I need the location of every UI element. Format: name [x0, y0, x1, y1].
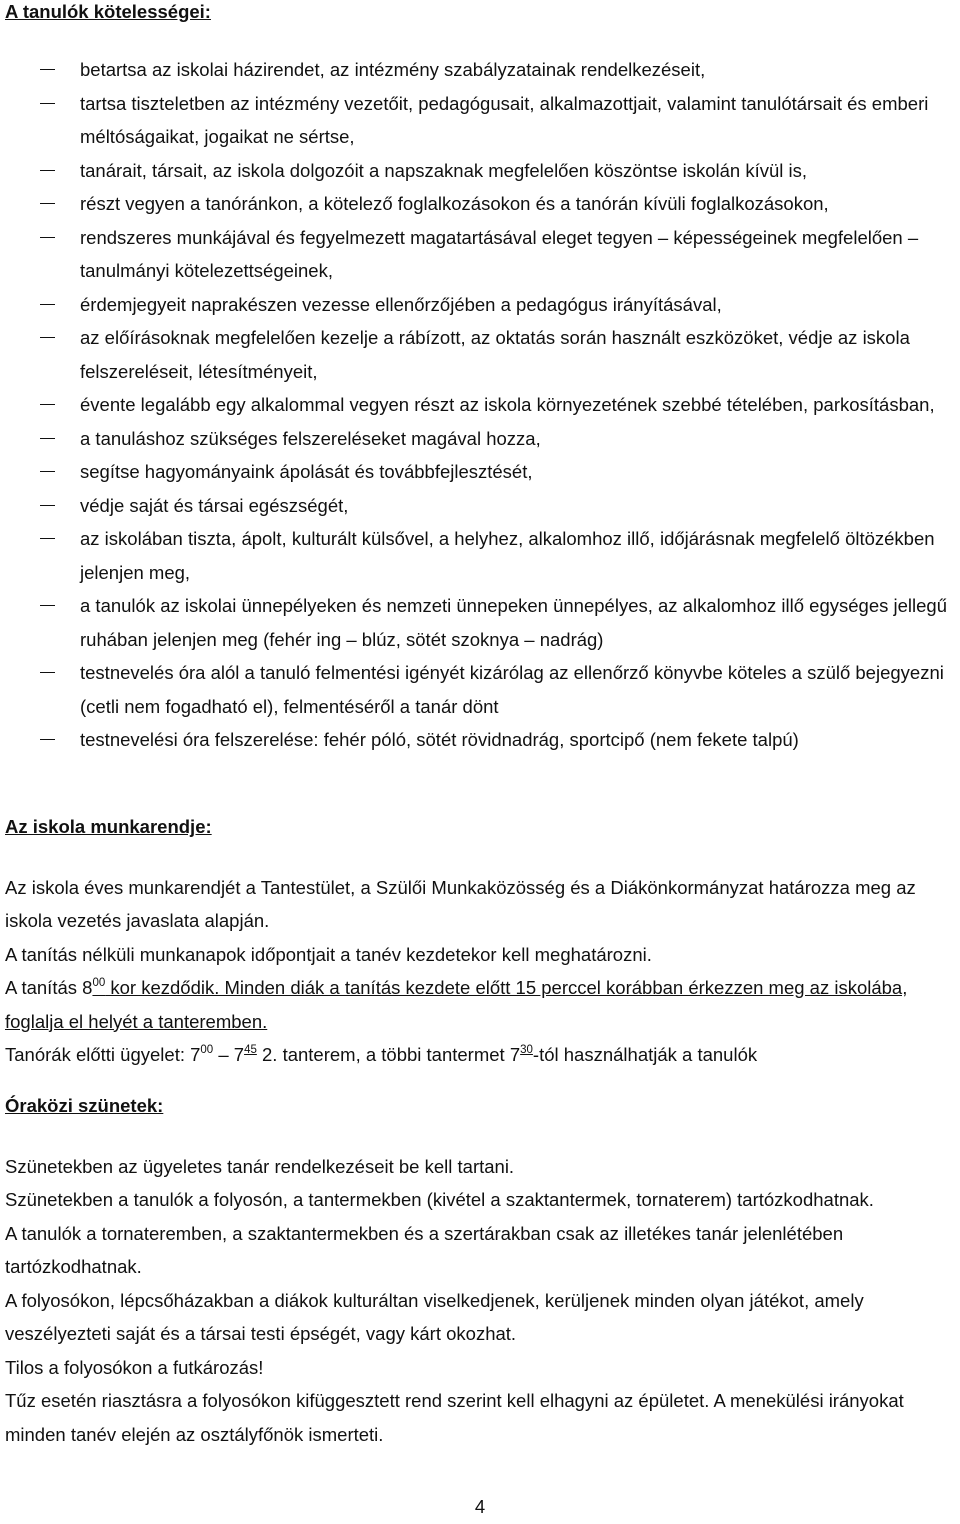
dash-bullet-icon [40, 605, 55, 606]
list-item [0, 154, 960, 188]
breaks-heading: Óraközi szünetek: [5, 1095, 164, 1116]
list-item-text: testnevelési óra felszerelése: fehér póló, sötét rövidnadrág, sportcipő (nem fekete talpú) [80, 729, 799, 750]
breaks-paragraph: Tűz esetén riasztásra a folyosókon kifüggesztett rend szerint kell elhagyni az épületet. A menekülési irányokat minden tanév elején az osztályfőnök ismerteti. [5, 1390, 904, 1445]
list-item [0, 422, 960, 456]
superscript: 45 [244, 1044, 257, 1056]
list-item-text: a tanulók az iskolai ünnepélyeken és nemzeti ünnepeken ünnepélyes, az alkalomhoz illő egységes jellegű ruhában jelenjen meg (fehér ing – blúz, sötét szoknya – nadrág) [80, 595, 947, 650]
dash-bullet-icon [40, 471, 55, 472]
page-number: 4 [474, 1496, 486, 1517]
dash-bullet-icon [40, 337, 55, 338]
list-item [0, 321, 960, 388]
dash-bullet-icon [40, 69, 55, 70]
workorder-paragraph: Az iskola éves munkarendjét a Tantestület, a Szülői Munkaközösség és a Diákönkormányzat határozza meg az iskola vezetés javaslata alapján. [5, 876, 916, 931]
dash-bullet-icon [40, 672, 55, 673]
list-item [0, 187, 960, 221]
breaks-paragraph: Szünetekben a tanulók a folyosón, a tantermekben (kivétel a szaktantermek, tornaterem) tartózkodhatnak. [5, 1189, 874, 1210]
text-span: – 7 [213, 1044, 245, 1065]
dash-bullet-icon [40, 538, 55, 539]
start-time-paragraph [0, 971, 960, 1038]
superscript: 00 [92, 977, 106, 989]
list-item-text: a tanuláshoz szükséges felszereléseket magával hozza, [80, 427, 541, 449]
obligations-list [0, 53, 960, 757]
list-item [0, 656, 960, 723]
list-item [0, 489, 960, 523]
dash-bullet-icon [40, 404, 55, 405]
list-item [0, 522, 960, 589]
list-item-text: évente legalább egy alkalommal vegyen részt az iskola környezetének szebbé tételében, parkosításban, [80, 394, 935, 415]
dash-bullet-icon [40, 103, 55, 104]
dash-bullet-icon [40, 505, 55, 506]
dash-bullet-icon [40, 438, 55, 439]
list-item-text: részt vegyen a tanóránkon, a kötelező foglalkozásokon és a tanórán kívüli foglalkozásokon, [80, 193, 829, 214]
text-span: kor kezdődik. Minden diák a tanítás kezdete előtt 15 perccel korábban érkezzen meg az iskolába, foglalja el helyét a tanteremben. [5, 977, 908, 1032]
dash-bullet-icon [40, 304, 55, 305]
list-item [0, 87, 960, 154]
workorder-section [0, 810, 960, 1072]
list-item-text: tanárait, társait, az iskola dolgozóit a napszaknak megfelelően köszöntse iskolán kívül is, [80, 159, 808, 181]
breaks-paragraph: Szünetekben az ügyeletes tanár rendelkezéseit be kell tartani. [5, 1155, 515, 1177]
breaks-paragraph: Tilos a folyosókon a futkározás! [5, 1356, 264, 1378]
list-item-text: az iskolában tiszta, ápolt, kulturált külsővel, a helyhez, alkalomhoz illő, időjárásnak megfelelő öltözékben jelenjen meg, [80, 528, 935, 583]
list-item [0, 723, 960, 757]
dash-bullet-icon [40, 203, 55, 204]
duty-paragraph [0, 1038, 960, 1072]
list-item-text: testnevelés óra alól a tanuló felmentési igényét kizárólag az ellenőrző könyvbe köteles a szülő bejegyezni (cetli nem fogadható el), felmentéséről a tanár dönt [80, 662, 944, 717]
list-item [0, 388, 960, 422]
list-item-text: tartsa tiszteletben az intézmény vezetőit, pedagógusait, alkalmazottjait, valamint tanulótársait és emberi méltóságaikat, jogaikat ne sértse, [80, 92, 929, 147]
text-span: A tanítás 8 [5, 977, 93, 998]
superscript: 30 [520, 1044, 533, 1056]
list-item [0, 288, 960, 322]
workorder-paragraph: A tanítás nélküli munkanapok időpontjait a tanév kezdetekor kell meghatározni. [5, 943, 652, 965]
text-span: 2. tanterem, a többi tantermet 7 [256, 1044, 521, 1065]
list-item [0, 53, 960, 87]
text-span: -tól használhatják a tanulók [532, 1044, 758, 1065]
list-item-text: betartsa az iskolai házirendet, az intézmény szabályzatainak rendelkezéseit, [80, 59, 706, 80]
breaks-section [0, 1089, 960, 1451]
workorder-heading: Az iskola munkarendje: [5, 816, 212, 837]
dash-bullet-icon [40, 170, 55, 171]
list-item [0, 455, 960, 489]
list-item-text: érdemjegyeit naprakészen vezesse ellenőrzőjében a pedagógus irányításával, [80, 293, 722, 315]
list-item [0, 221, 960, 288]
obligations-heading: A tanulók kötelességei: [5, 1, 211, 22]
list-item-text: az előírásoknak megfelelően kezelje a rábízott, az oktatás során használt eszközöket, védje az iskola felszereléseit, létesítményeit, [80, 327, 910, 382]
list-item-text: védje saját és társai egészségét, [80, 494, 349, 516]
breaks-paragraph: A tanulók a tornateremben, a szaktantermekben és a szertárakban csak az illetékes tanár jelenlétében tartózkodhatnak. [5, 1222, 844, 1277]
dash-bullet-icon [40, 237, 55, 238]
dash-bullet-icon [40, 739, 55, 740]
time-minutes [5, 977, 907, 1032]
breaks-paragraph: A folyosókon, lépcsőházakban a diákok kulturáltan viselkedjenek, kerüljenek minden olyan játékot, amely veszélyezteti saját és a társai testi épségét, vagy kárt okozhat. [5, 1289, 864, 1344]
superscript: 00 [200, 1044, 214, 1056]
list-item-text: rendszeres munkájával és fegyelmezett magatartásával eleget tegyen – képességeinek megfelelően – tanulmányi kötelezettségeinek, [80, 226, 919, 281]
list-item [0, 589, 960, 656]
text-span: Tanórák előtti ügyelet: 7 [5, 1044, 201, 1065]
list-item-text: segítse hagyományaink ápolását és továbbfejlesztését, [80, 461, 533, 482]
